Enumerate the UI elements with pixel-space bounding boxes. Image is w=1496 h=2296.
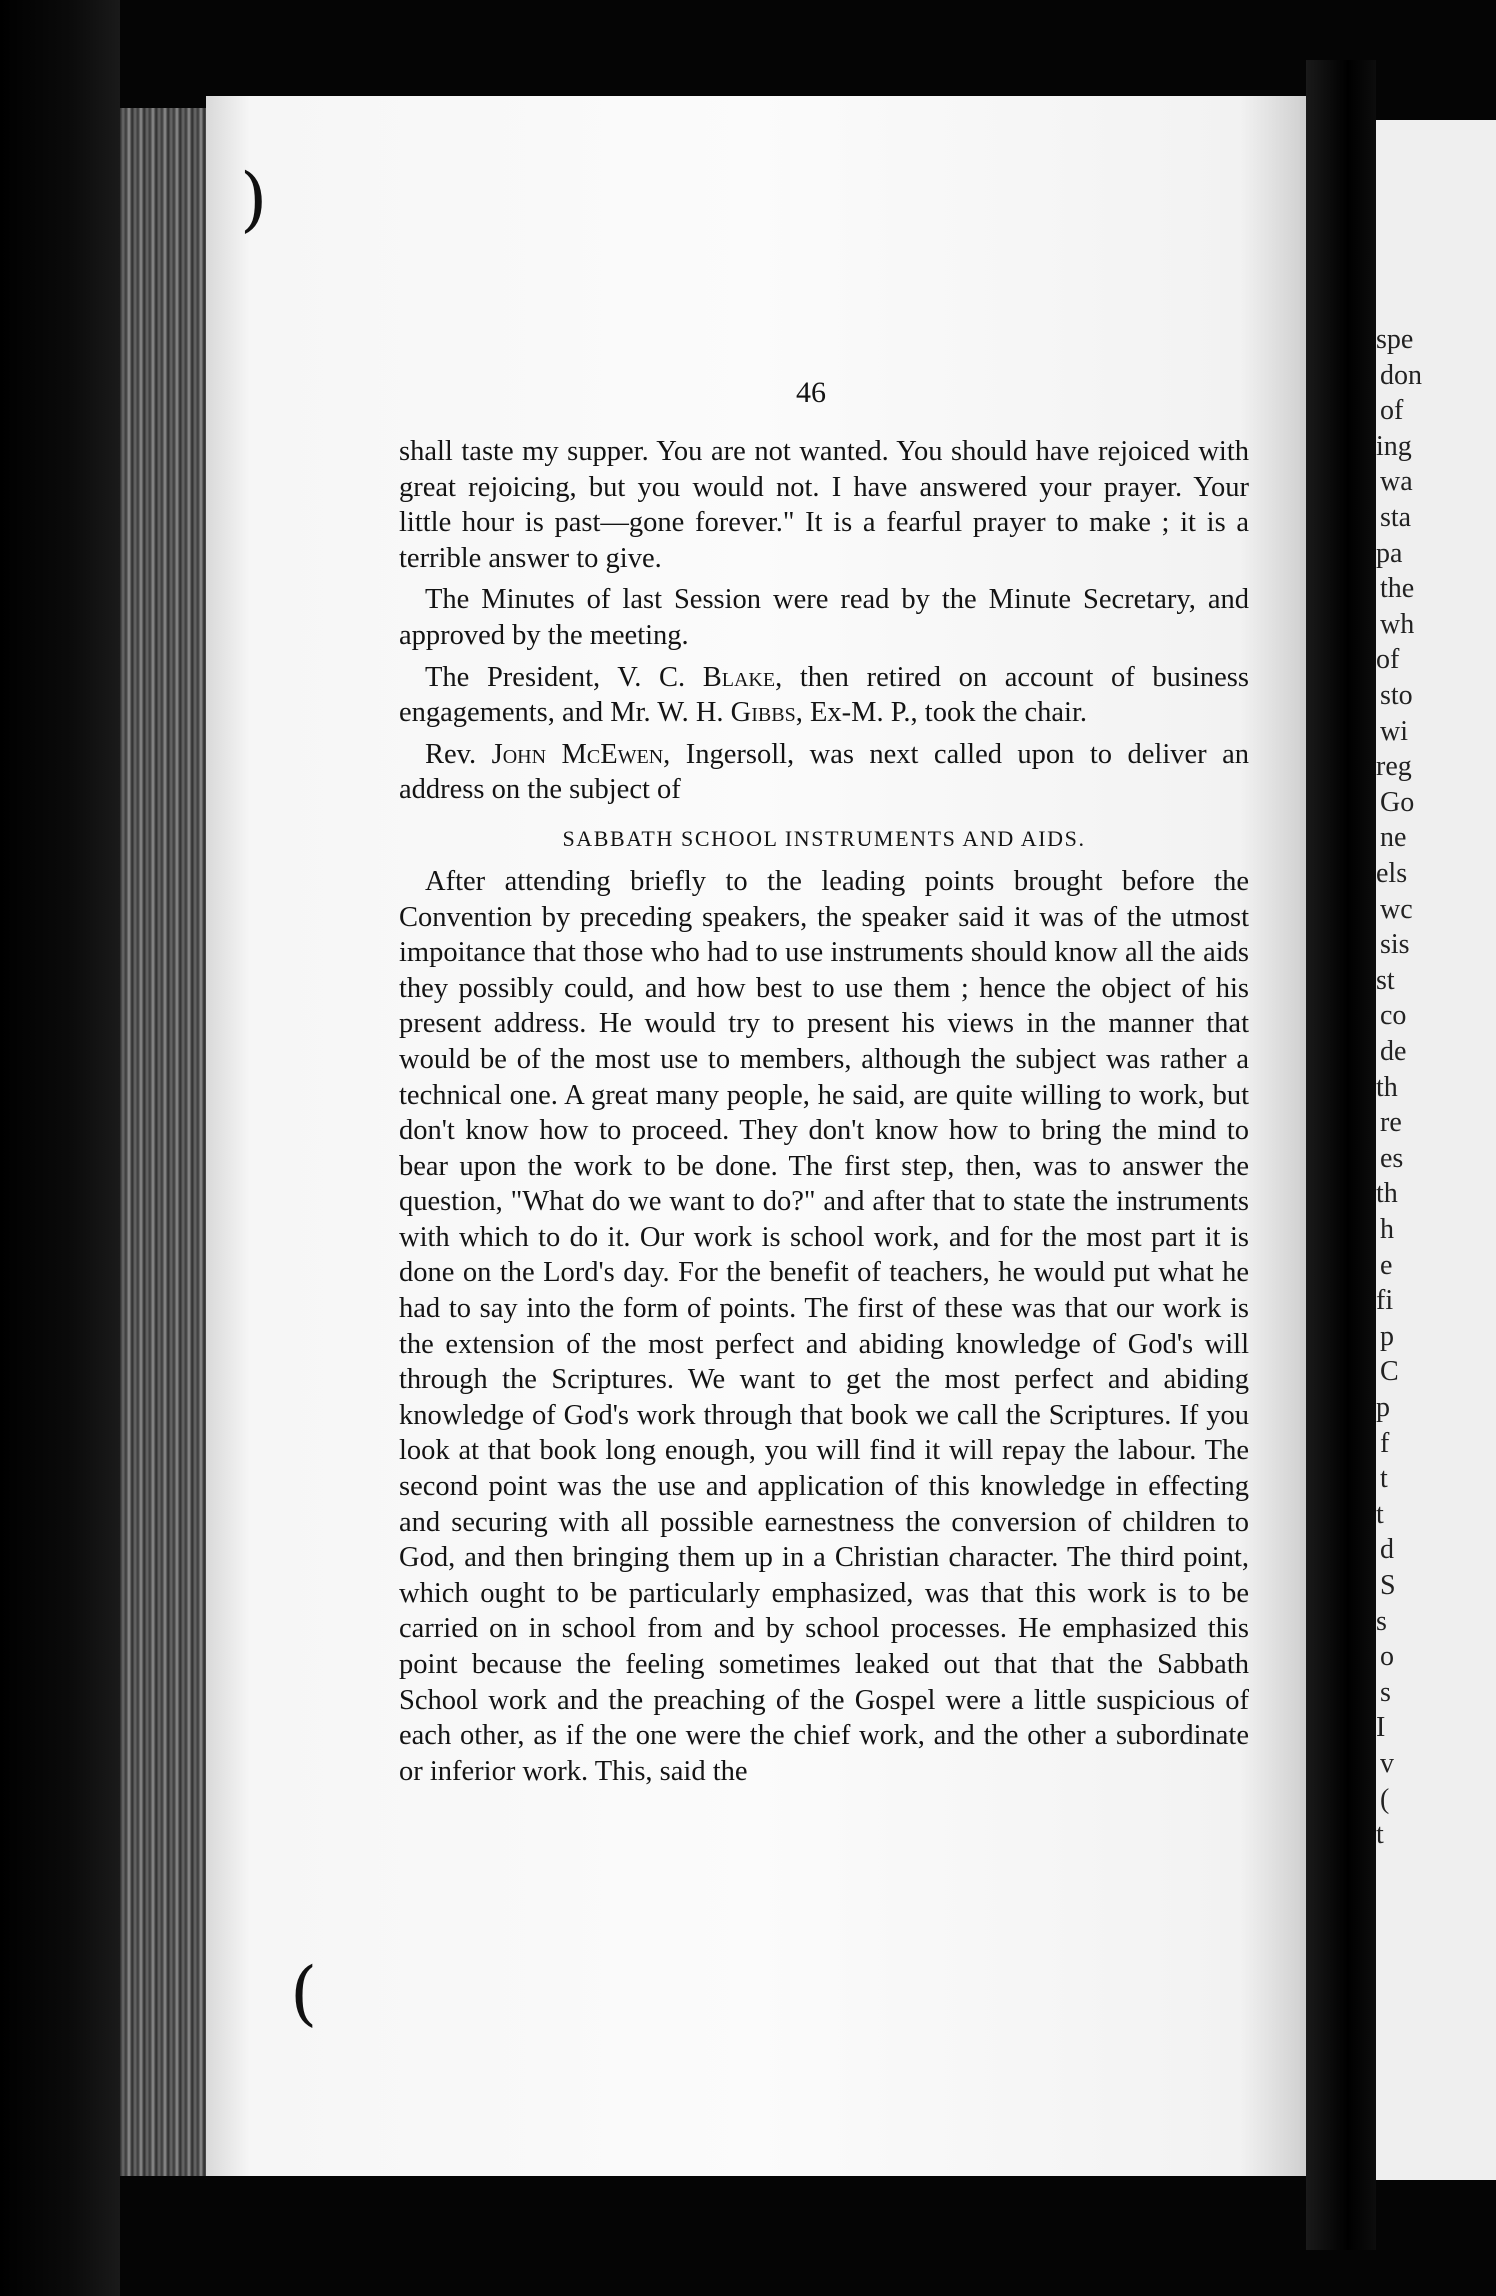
- facing-page-fragment: wi: [1380, 715, 1408, 747]
- facing-page-fragment: the: [1380, 573, 1415, 605]
- paragraph-1: [399, 434, 1249, 576]
- facing-page-fragment: sis: [1380, 929, 1410, 961]
- pencil-mark-top: ): [240, 158, 268, 240]
- facing-page-fragment: pa: [1376, 537, 1403, 569]
- facing-page-fragment: s: [1380, 1676, 1391, 1708]
- name-gibbs: Gibbs: [730, 697, 796, 729]
- facing-page-fragment: th: [1376, 1178, 1398, 1210]
- pencil-mark-bottom: (: [290, 1952, 318, 2034]
- paragraph-2-text: The Minutes of last Session were read by the Minute Secretary, and approved by the meeting.: [399, 584, 1249, 651]
- facing-page-fragment: t: [1376, 1819, 1384, 1851]
- paragraph-4-text-b: , Ingersoll, was next called upon to deliver an address on the subject of: [399, 738, 1249, 806]
- main-paragraph: [399, 864, 1249, 1789]
- facing-page-fragment: e: [1380, 1249, 1393, 1281]
- facing-page-fragment: wh: [1380, 608, 1415, 640]
- paragraph-3-text-b: , then retired on account of business engagements, and Mr. W. H.: [399, 661, 1249, 729]
- facing-page-fragment: p: [1376, 1392, 1390, 1423]
- facing-page-fragment: es: [1380, 1142, 1404, 1174]
- book-page: [206, 96, 1306, 2176]
- section-heading: SABBATH SCHOOL INSTRUMENTS AND AIDS.: [562, 825, 1086, 851]
- page-edges: [120, 108, 210, 2176]
- facing-page-fragment: t: [1376, 1498, 1384, 1530]
- main-paragraph-text: After attending briefly to the leading points brought before the Convention by preceding speakers, the speaker said it was of the utmost impoitance that those who had to use instruments should know all the aids they possibly could, and how best to use them ; hence the object of his present address. He would try to present his views in the manner that would be of the most use to members, although the subject was rather a technical one. A great many people, he said, are quite willing to work, but don't know how to proceed. They don't know how to bring the mind to bear upon the work to be done. The first step, then, was to answer the question, "What do we want to do?" and after that to state the instruments with which to do it. Our work is school work, and for the most part it is done on the Lord's day. For the benefit of teachers, he would put what he had to say into the form of points. The first of these was that our work is the extension of the most perfect and abiding knowledge of God's will through the Scriptures. We want to get the most perfect and abiding knowledge of God's work through that book we call the Scriptures. If you look at that book long enough, you will find it will repay the labour. The second point was the use and application of this knowledge in effecting and securing with all possible earnestness the conversion of children to God, and then bringing them up in a Christian character. The third point, which ought to be particularly emphasized, was that this work is to be carried on in school from and by school processes. He emphasized this point because the feeling sometimes leaked out that that the Sabbath School work and the preaching of the Gospel were a little suspicious of each other, as if the one were the chief work, and the other a subordinate or inferior work. This, said the: [399, 865, 1249, 1787]
- paragraph-4: [399, 737, 1249, 808]
- paragraph-1-text: shall taste my supper. You are not wanted. You should have rejoiced with great rejoicing, but you would not. I have answered your prayer. Your little hour is past—gone forever." It is a fearful prayer to make ; it is a terrible answer to give.: [399, 436, 1249, 574]
- facing-page-fragment: of: [1376, 644, 1400, 676]
- facing-page-fragment: sta: [1380, 502, 1412, 533]
- facing-page-fragments: [1376, 120, 1496, 2180]
- facing-page-fragment: spe: [1376, 324, 1414, 355]
- facing-page-fragment: ing: [1376, 430, 1412, 462]
- paragraph-4-text-a: Rev.: [425, 738, 492, 770]
- facing-page-fragment: st: [1376, 964, 1395, 996]
- book-left-shadow: [0, 0, 120, 2296]
- name-mcewen: John McEwen: [491, 738, 664, 770]
- facing-page-fragment: f: [1380, 1427, 1390, 1459]
- facing-page-fragment: o: [1380, 1641, 1394, 1673]
- facing-page-fragment: co: [1380, 1000, 1407, 1032]
- name-blake: Blake: [702, 661, 776, 693]
- facing-page-fragment: fi: [1376, 1285, 1394, 1317]
- facing-page-fragment: of: [1380, 395, 1404, 427]
- paragraph-2: [399, 582, 1249, 653]
- page-number: 46: [796, 376, 826, 409]
- facing-page-fragment: h: [1380, 1214, 1394, 1245]
- facing-page-fragment: wc: [1380, 893, 1413, 925]
- facing-page-fragment: wa: [1380, 466, 1413, 498]
- facing-page-fragment: S: [1380, 1570, 1396, 1601]
- facing-page-fragment: (: [1380, 1783, 1390, 1815]
- facing-page-fragment: s: [1376, 1605, 1387, 1637]
- book-gutter: [1306, 60, 1376, 2250]
- paragraph-3-text-c: , Ex-M. P., took the chair.: [795, 697, 1088, 729]
- facing-page-fragment: sto: [1380, 680, 1413, 711]
- facing-page-fragment: don: [1380, 359, 1422, 391]
- facing-page-fragment: de: [1380, 1036, 1407, 1067]
- facing-page-fragment: t: [1380, 1463, 1388, 1495]
- facing-page-fragment: d: [1380, 1534, 1394, 1566]
- facing-page-fragment: reg: [1376, 751, 1412, 783]
- facing-page-fragment: Go: [1380, 786, 1415, 818]
- facing-page-fragment: p: [1380, 1320, 1394, 1352]
- facing-page-fragment: ne: [1380, 822, 1407, 854]
- facing-page-fragment: C: [1380, 1356, 1399, 1388]
- facing-page-fragment: I: [1376, 1712, 1386, 1744]
- facing-page-fragment: th: [1376, 1071, 1398, 1103]
- page-body: [399, 434, 1249, 1789]
- paragraph-3-text-a: The President, V. C.: [425, 661, 703, 693]
- facing-page-fragment: v: [1380, 1748, 1394, 1779]
- paragraph-3: [399, 660, 1249, 731]
- facing-page-fragment: els: [1376, 858, 1408, 889]
- facing-page-fragment: re: [1380, 1107, 1402, 1139]
